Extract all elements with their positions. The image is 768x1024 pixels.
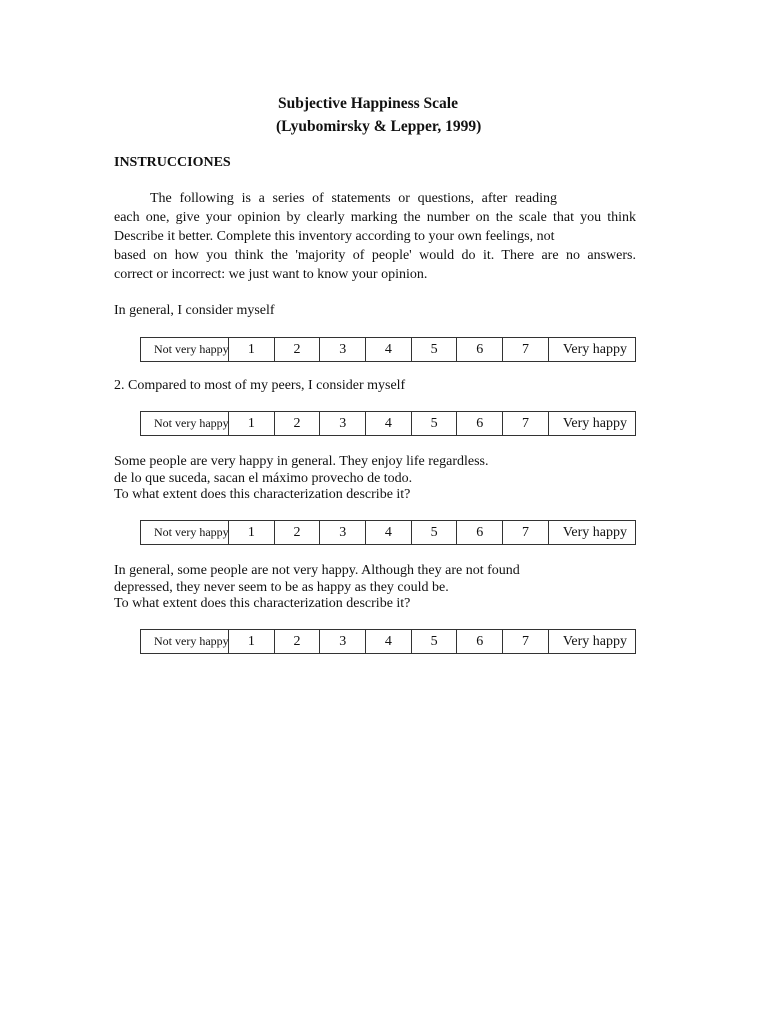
- scale-option-3[interactable]: 3: [320, 412, 366, 435]
- scale-high-label: Very happy: [562, 525, 627, 540]
- scale-option-4[interactable]: 4: [366, 630, 412, 653]
- instructions-line: correct or incorrect: we just want to know your opinion.: [114, 267, 428, 282]
- question-1-scale: [140, 337, 636, 362]
- scale-option-4[interactable]: 4: [366, 521, 412, 544]
- scale-option-1[interactable]: 1: [229, 521, 275, 544]
- scale-low-label: Not very happy: [141, 338, 229, 361]
- document-title: Subjective Happiness Scale: [278, 95, 458, 112]
- instructions-paragraph: [114, 189, 636, 284]
- question-2-text: [114, 378, 405, 395]
- question-line: To what extent does this characterization describe it?: [114, 596, 411, 611]
- scale-option-4[interactable]: 4: [366, 412, 412, 435]
- question-3-text: [114, 454, 489, 504]
- scale-option-1[interactable]: 1: [229, 630, 275, 653]
- scale-option-1[interactable]: 1: [229, 412, 275, 435]
- question-line: In general, I consider myself: [114, 303, 275, 318]
- question-line: 2. Compared to most of my peers, I consider myself: [114, 378, 406, 393]
- scale-option-6[interactable]: 6: [457, 521, 503, 544]
- scale-low-label: Not very happy: [141, 521, 229, 544]
- scale-option-7[interactable]: 7: [503, 521, 549, 544]
- scale-high-label: Very happy: [562, 416, 627, 431]
- scale-option-6[interactable]: 6: [457, 412, 503, 435]
- instructions-line: Describe it better. Complete this inventory according to your own feelings, not: [114, 229, 555, 244]
- question-4-scale: [140, 629, 636, 654]
- scale-option-5[interactable]: 5: [412, 412, 458, 435]
- question-line: To what extent does this characterization describe it?: [114, 487, 411, 502]
- instructions-line: The following is a series of statements or questions, after reading: [150, 191, 557, 206]
- scale-low-label: Not very happy: [141, 630, 229, 653]
- document-subtitle: (Lyubomirsky & Lepper, 1999): [276, 118, 482, 135]
- scale-option-3[interactable]: 3: [320, 630, 366, 653]
- scale-option-2[interactable]: 2: [275, 521, 321, 544]
- scale-option-2[interactable]: 2: [275, 630, 321, 653]
- scale-option-7[interactable]: 7: [503, 412, 549, 435]
- instructions-heading: INSTRUCCIONES: [114, 155, 231, 170]
- scale-option-7[interactable]: 7: [503, 338, 549, 361]
- scale-option-6[interactable]: 6: [457, 338, 503, 361]
- question-1-text: [114, 303, 275, 320]
- instructions-line: each one, give your opinion by clearly marking the number on the scale that you think: [114, 210, 636, 225]
- scale-option-3[interactable]: 3: [320, 338, 366, 361]
- scale-option-2[interactable]: 2: [275, 338, 321, 361]
- scale-option-3[interactable]: 3: [320, 521, 366, 544]
- scale-option-5[interactable]: 5: [412, 630, 458, 653]
- instructions-line: based on how you think the 'majority of people' would do it. There are no answers.: [114, 248, 636, 263]
- scale-option-5[interactable]: 5: [412, 521, 458, 544]
- scale-option-6[interactable]: 6: [457, 630, 503, 653]
- question-3-scale: [140, 520, 636, 545]
- question-line: depressed, they never seem to be as happy as they could be.: [114, 579, 449, 595]
- question-line: Some people are very happy in general. They enjoy life regardless.: [114, 454, 489, 469]
- scale-option-7[interactable]: 7: [503, 630, 549, 653]
- question-line: In general, some people are not very happy. Although they are not found: [114, 563, 520, 578]
- question-2-scale: [140, 411, 636, 436]
- scale-high-label: Very happy: [562, 634, 627, 649]
- scale-option-1[interactable]: 1: [229, 338, 275, 361]
- scale-low-label: Not very happy: [141, 412, 229, 435]
- question-line: de lo que suceda, sacan el máximo provecho de todo.: [114, 470, 413, 486]
- scale-high-label: Very happy: [562, 342, 627, 357]
- scale-option-4[interactable]: 4: [366, 338, 412, 361]
- scale-option-2[interactable]: 2: [275, 412, 321, 435]
- question-4-text: [114, 563, 520, 613]
- scale-option-5[interactable]: 5: [412, 338, 458, 361]
